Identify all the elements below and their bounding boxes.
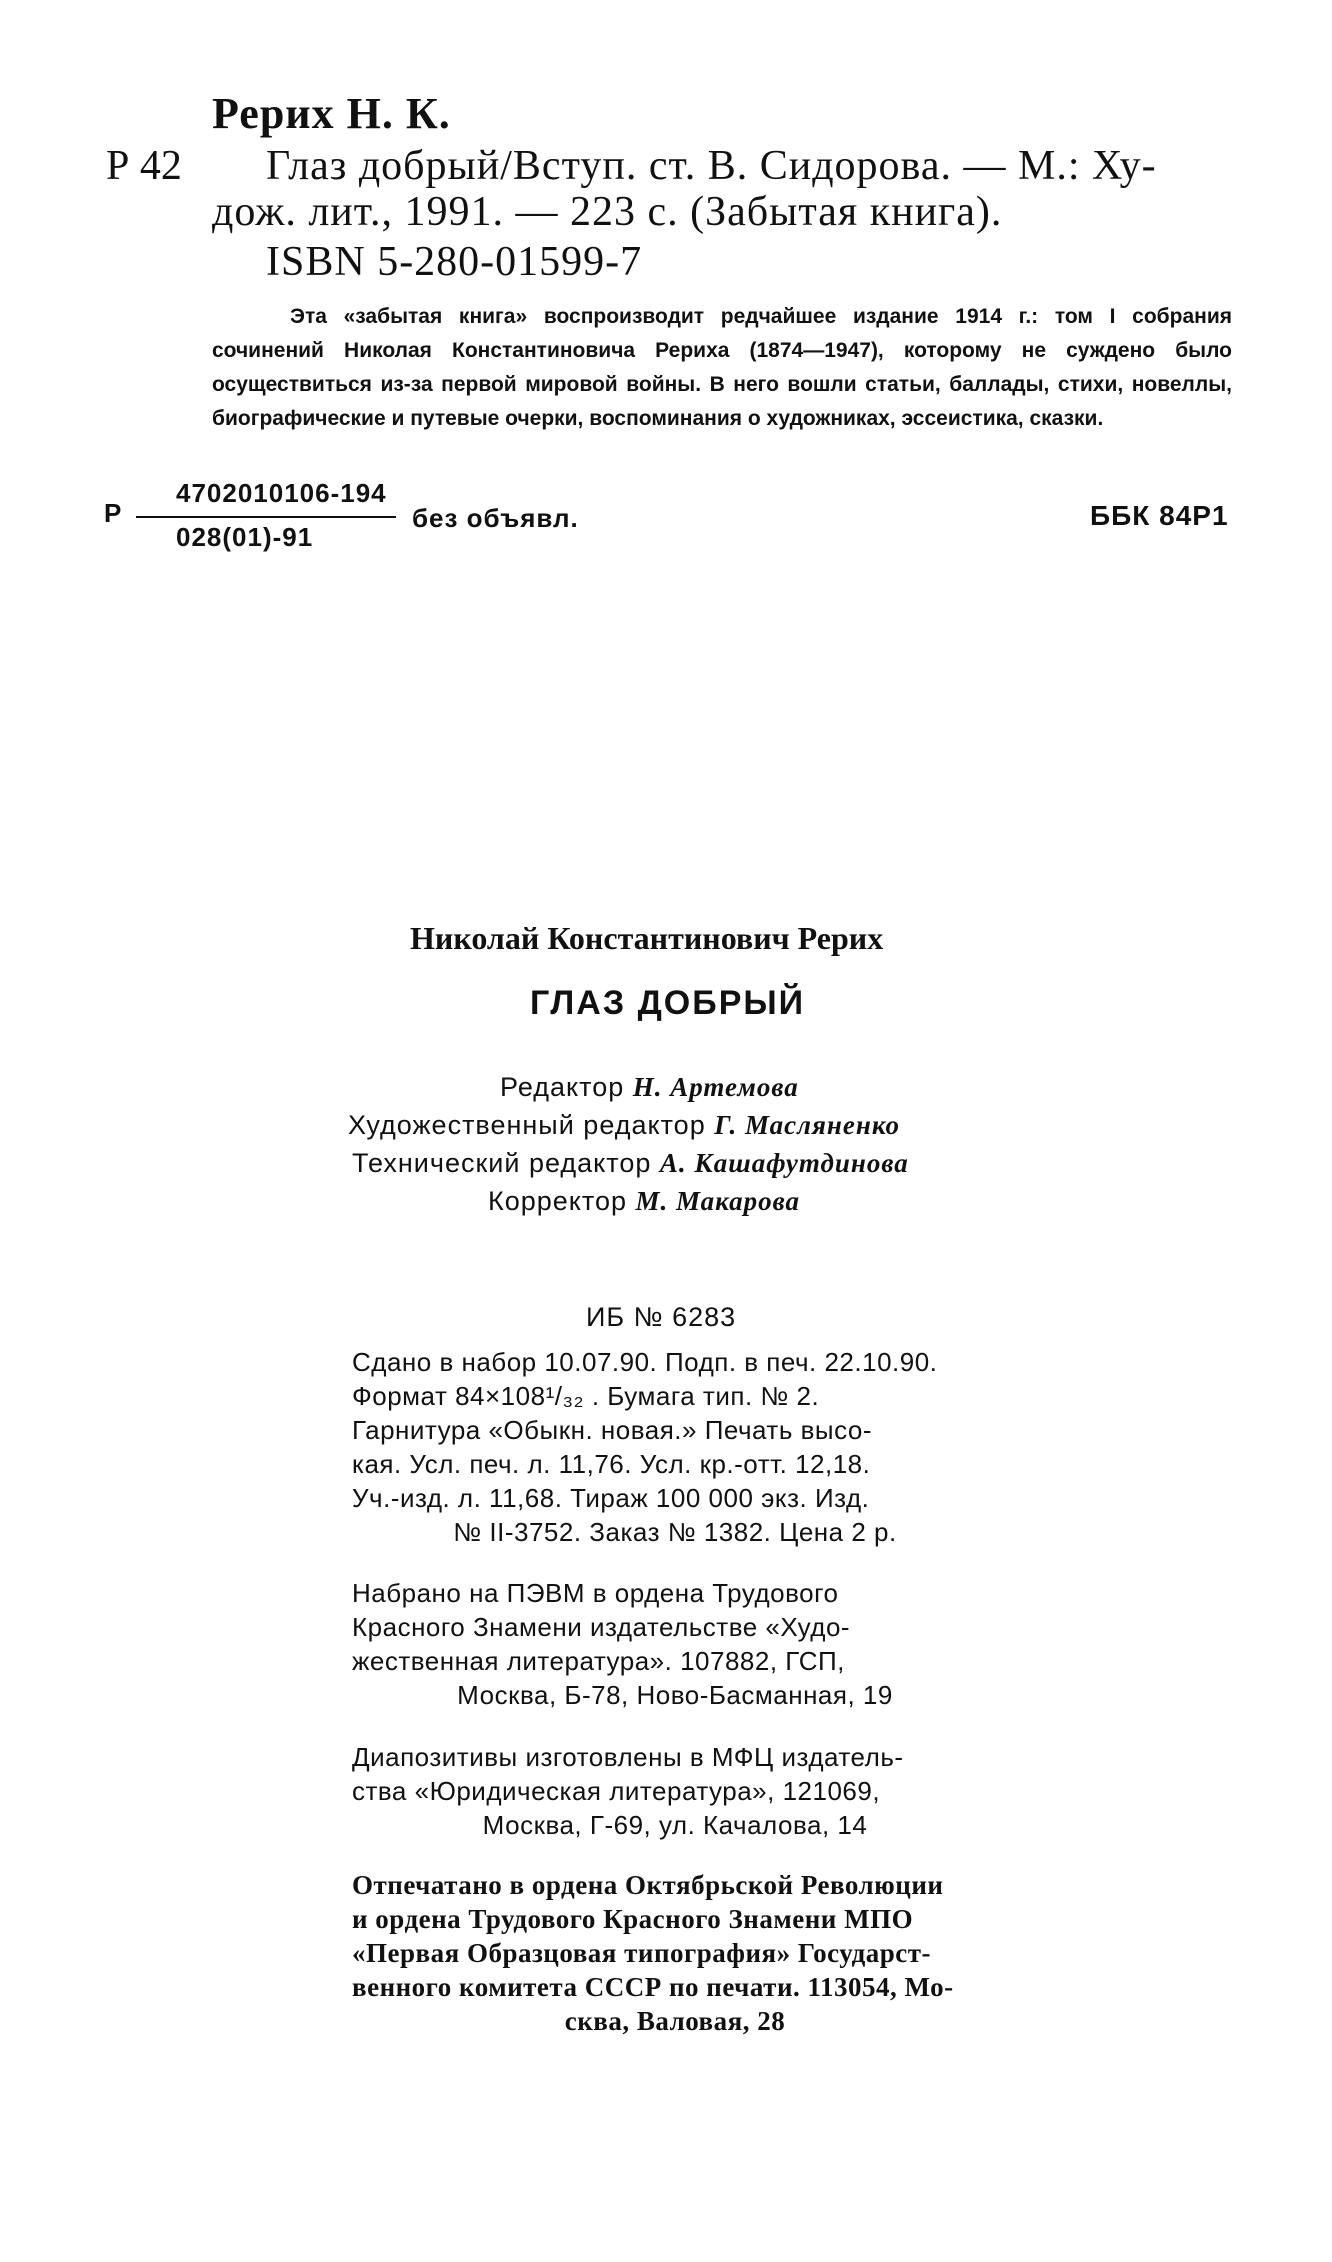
- index-letter: Р: [104, 498, 122, 528]
- typeset-info: [352, 1576, 998, 1712]
- typeset-line: Красного Знамени издательстве «Худо-: [352, 1612, 851, 1642]
- isbn: ISBN 5-280-01599-7: [266, 239, 643, 285]
- staff-name: Г. Масляненко: [714, 1110, 901, 1140]
- typeset-line: Набрано на ПЭВМ в ордена Трудового: [352, 1578, 839, 1608]
- staff-name: Н. Артемова: [632, 1072, 799, 1102]
- annotation-text: Эта «забытая книга» воспроизводит редчайшее издание 1914 г.: том I собрания сочинений Николая Константиновича Рериха (1874—1947), которому не суждено было осуществиться из-за первой мировой войны. В него вошли статьи, баллады, стихи, новеллы, биографические и путевые очерки, воспоминания о художниках, эссеистика, сказки.: [212, 305, 1232, 430]
- print-detail-line: Гарнитура «Обыкн. новая.» Печать высо-: [352, 1415, 873, 1445]
- staff-editor: [500, 1072, 799, 1103]
- staff-name: М. Макарова: [635, 1186, 801, 1216]
- print-detail-line: кая. Усл. печ. л. 11,76. Усл. кр.-отт. 12,18.: [352, 1449, 871, 1479]
- fraction-bar: [136, 516, 396, 518]
- colophon-title: ГЛАЗ ДОБРЫЙ: [530, 984, 806, 1022]
- print-detail-line: № II-3752. Заказ № 1382. Цена 2 р.: [453, 1517, 897, 1547]
- bibliographic-line-1: Глаз добрый/Вступ. ст. В. Сидорова. — М.: Ху-: [266, 143, 1157, 189]
- record-author: Рерих Н. К.: [212, 89, 451, 138]
- printed-line: сква, Валовая, 28: [564, 2006, 786, 2036]
- print-detail-line: Сдано в набор 10.07.90. Подп. в печ. 22.10.90.: [352, 1347, 938, 1377]
- ib-number: ИБ № 6283: [586, 1302, 737, 1332]
- typeset-line: жественная литература». 107882, ГСП,: [352, 1646, 845, 1676]
- staff-proofreader: [488, 1186, 800, 1217]
- print-detail-line: Формат 84×108¹/₃₂ . Бумага тип. № 2.: [352, 1381, 820, 1411]
- slides-info: [352, 1740, 998, 1842]
- index-note: без объявл.: [412, 503, 579, 533]
- slides-line: ства «Юридическая литература», 121069,: [352, 1776, 881, 1806]
- print-details: [352, 1345, 998, 1549]
- slides-line: Диапозитивы изготовлены в МФЦ издатель-: [352, 1742, 904, 1772]
- bibliographic-line-2: дож. лит., 1991. — 223 с. (Забытая книга).: [212, 189, 1003, 235]
- call-number: Р 42: [106, 143, 182, 189]
- colophon-author: Николай Константинович Рерих: [410, 920, 884, 956]
- printed-line: «Первая Образцовая типография» Государст-: [352, 1938, 932, 1968]
- staff-role: Технический редактор: [352, 1148, 652, 1178]
- slides-line: Москва, Г-69, ул. Качалова, 14: [482, 1810, 868, 1840]
- print-detail-line: Уч.-изд. л. 11,68. Тираж 100 000 экз. Изд.: [352, 1483, 870, 1513]
- printed-line: венного комитета СССР по печати. 113054, Мо-: [352, 1972, 954, 2002]
- printed-info: [352, 1868, 998, 2038]
- index-denominator: 028(01)-91: [176, 522, 314, 552]
- index-numerator: 4702010106-194: [176, 478, 387, 508]
- annotation: [212, 300, 1232, 436]
- printed-line: Отпечатано в ордена Октябрьской Революции: [352, 1870, 944, 1900]
- bbk-code: ББК 84Р1: [1090, 500, 1229, 531]
- typeset-line: Москва, Б-78, Ново-Басманная, 19: [457, 1680, 893, 1710]
- staff-art-editor: [348, 1110, 900, 1141]
- staff-role: Корректор: [488, 1186, 628, 1216]
- printed-line: и ордена Трудового Красного Знамени МПО: [352, 1904, 914, 1934]
- staff-role: Редактор: [500, 1072, 625, 1102]
- staff-name: А. Кашафутдинова: [659, 1148, 909, 1178]
- staff-role: Художественный редактор: [348, 1110, 706, 1140]
- staff-tech-editor: [352, 1148, 909, 1179]
